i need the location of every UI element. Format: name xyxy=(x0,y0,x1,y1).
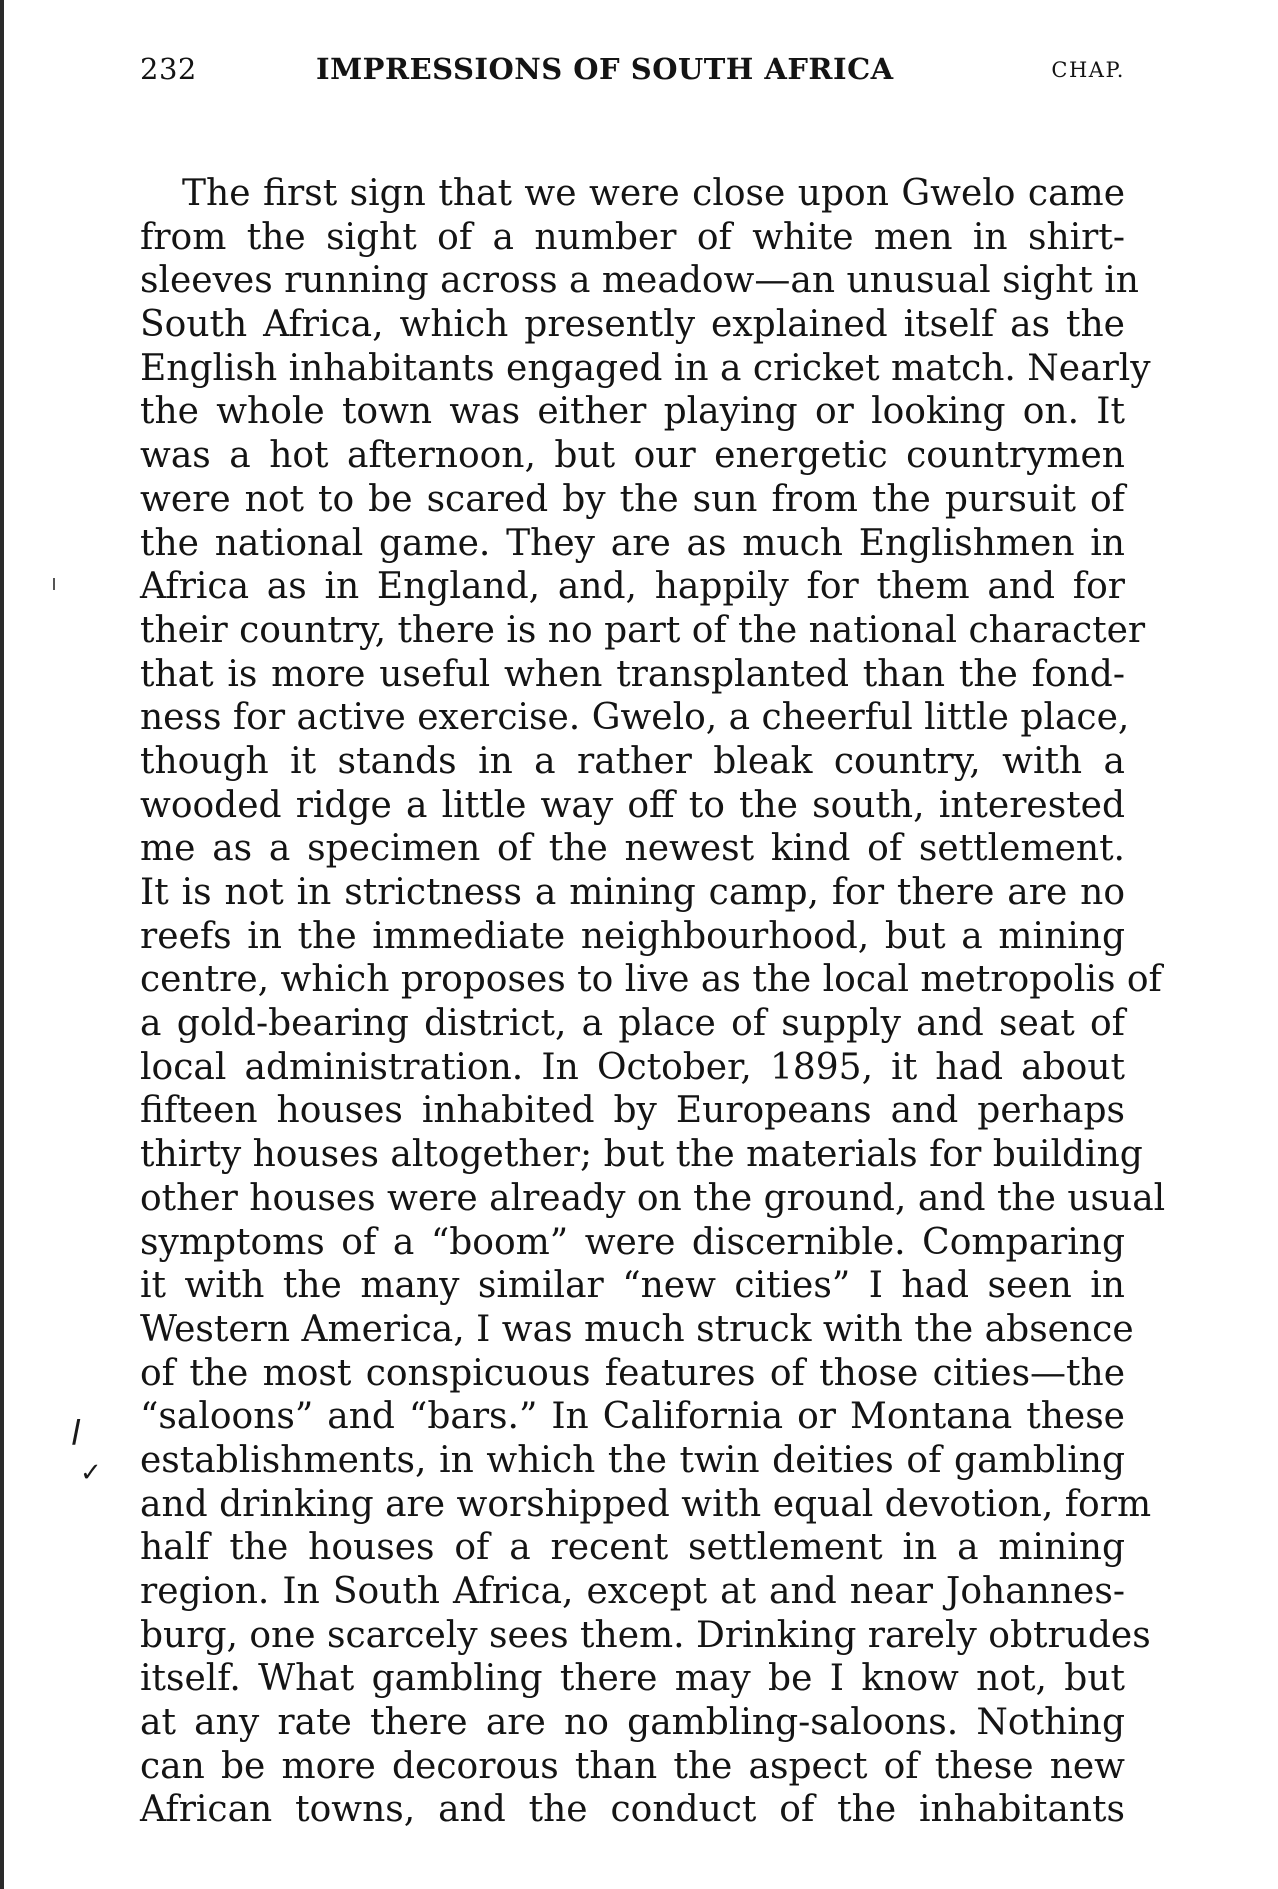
text-line: burg, one scarcely sees them. Drinking rarely obtrudes xyxy=(140,1614,1151,1656)
text-line: English inhabitants engaged in a cricket match. Nearly xyxy=(140,347,1151,389)
running-head xyxy=(140,40,1125,100)
text-line: itself. What gambling there may be I know not, but xyxy=(140,1658,1125,1700)
book-spine-edge xyxy=(0,0,4,1889)
handwritten-check-mark: ✓ xyxy=(80,1458,102,1488)
text-line: the whole town was either playing or looking on. It xyxy=(140,391,1125,433)
text-line: region. In South Africa, except at and near Johannes- xyxy=(140,1571,1125,1612)
text-line: wooded ridge a little way off to the south, interested xyxy=(140,784,1125,826)
text-line: symptoms of a “boom” were discernible. Comparing xyxy=(140,1221,1125,1263)
book-page xyxy=(140,40,1166,1832)
text-line: was a hot afternoon, but our energetic countrymen xyxy=(140,435,1125,477)
page-number: 232 xyxy=(140,52,197,86)
text-line: South Africa, which presently explained itself as the xyxy=(140,304,1125,346)
text-line: the national game. They are as much Englishmen in xyxy=(140,522,1125,564)
text-line: centre, which proposes to live as the local metropolis of xyxy=(140,959,1162,1001)
text-line: reefs in the immediate neighbourhood, but a mining xyxy=(140,915,1125,957)
text-line: The first sign that we were close upon Gwelo came xyxy=(182,173,1125,214)
text-line: Africa as in England, and, happily for them and for xyxy=(140,566,1125,608)
text-line: ness for active exercise. Gwelo, a cheerful little place, xyxy=(140,697,1130,739)
text-line: fifteen houses inhabited by Europeans and perhaps xyxy=(140,1090,1125,1132)
text-line: were not to be scared by the sun from the pursuit of xyxy=(140,478,1125,520)
text-line: can be more decorous than the aspect of these new xyxy=(140,1745,1125,1787)
chapter-label: CHAP. xyxy=(1051,58,1125,82)
text-line: though it stands in a rather bleak country, with a xyxy=(140,740,1125,782)
text-line: at any rate there are no gambling-saloons. Nothing xyxy=(140,1702,1125,1744)
text-line: half the houses of a recent settlement in a mining xyxy=(140,1527,1125,1569)
text-line: Western America, I was much struck with the absence xyxy=(140,1308,1134,1350)
text-line: from the sight of a number of white men in shirt- xyxy=(140,216,1125,258)
text-line: sleeves running across a meadow—an unusual sight in xyxy=(140,260,1139,302)
text-line: a gold-bearing district, a place of supply and seat of xyxy=(140,1003,1125,1045)
text-line: establishments, in which the twin deities of gambling xyxy=(140,1439,1125,1481)
handwritten-margin-mark: l xyxy=(71,1414,81,1454)
text-line: African towns, and the conduct of the inhabitants xyxy=(140,1789,1125,1831)
text-line: It is not in strictness a mining camp, for there are no xyxy=(140,872,1125,913)
text-line: other houses were already on the ground, and the usual xyxy=(140,1177,1166,1219)
text-line: it with the many similar “new cities” I had seen in xyxy=(140,1265,1125,1307)
text-line: that is more useful when transplanted than the fond- xyxy=(140,653,1125,695)
page-speck xyxy=(53,578,55,590)
text-line: local administration. In October, 1895, it had about xyxy=(140,1046,1125,1088)
text-line: of the most conspicuous features of those cities—the xyxy=(140,1352,1125,1394)
text-line: “saloons” and “bars.” In California or Montana these xyxy=(140,1396,1125,1438)
text-line: me as a specimen of the newest kind of settlement. xyxy=(140,828,1125,870)
book-title: IMPRESSIONS OF SOUTH AFRICA xyxy=(316,52,894,86)
text-line: and drinking are worshipped with equal devotion, form xyxy=(140,1483,1152,1525)
body-text xyxy=(140,172,1166,1832)
text-line: thirty houses altogether; but the materials for building xyxy=(140,1134,1143,1176)
text-line: their country, there is no part of the national character xyxy=(140,609,1146,651)
